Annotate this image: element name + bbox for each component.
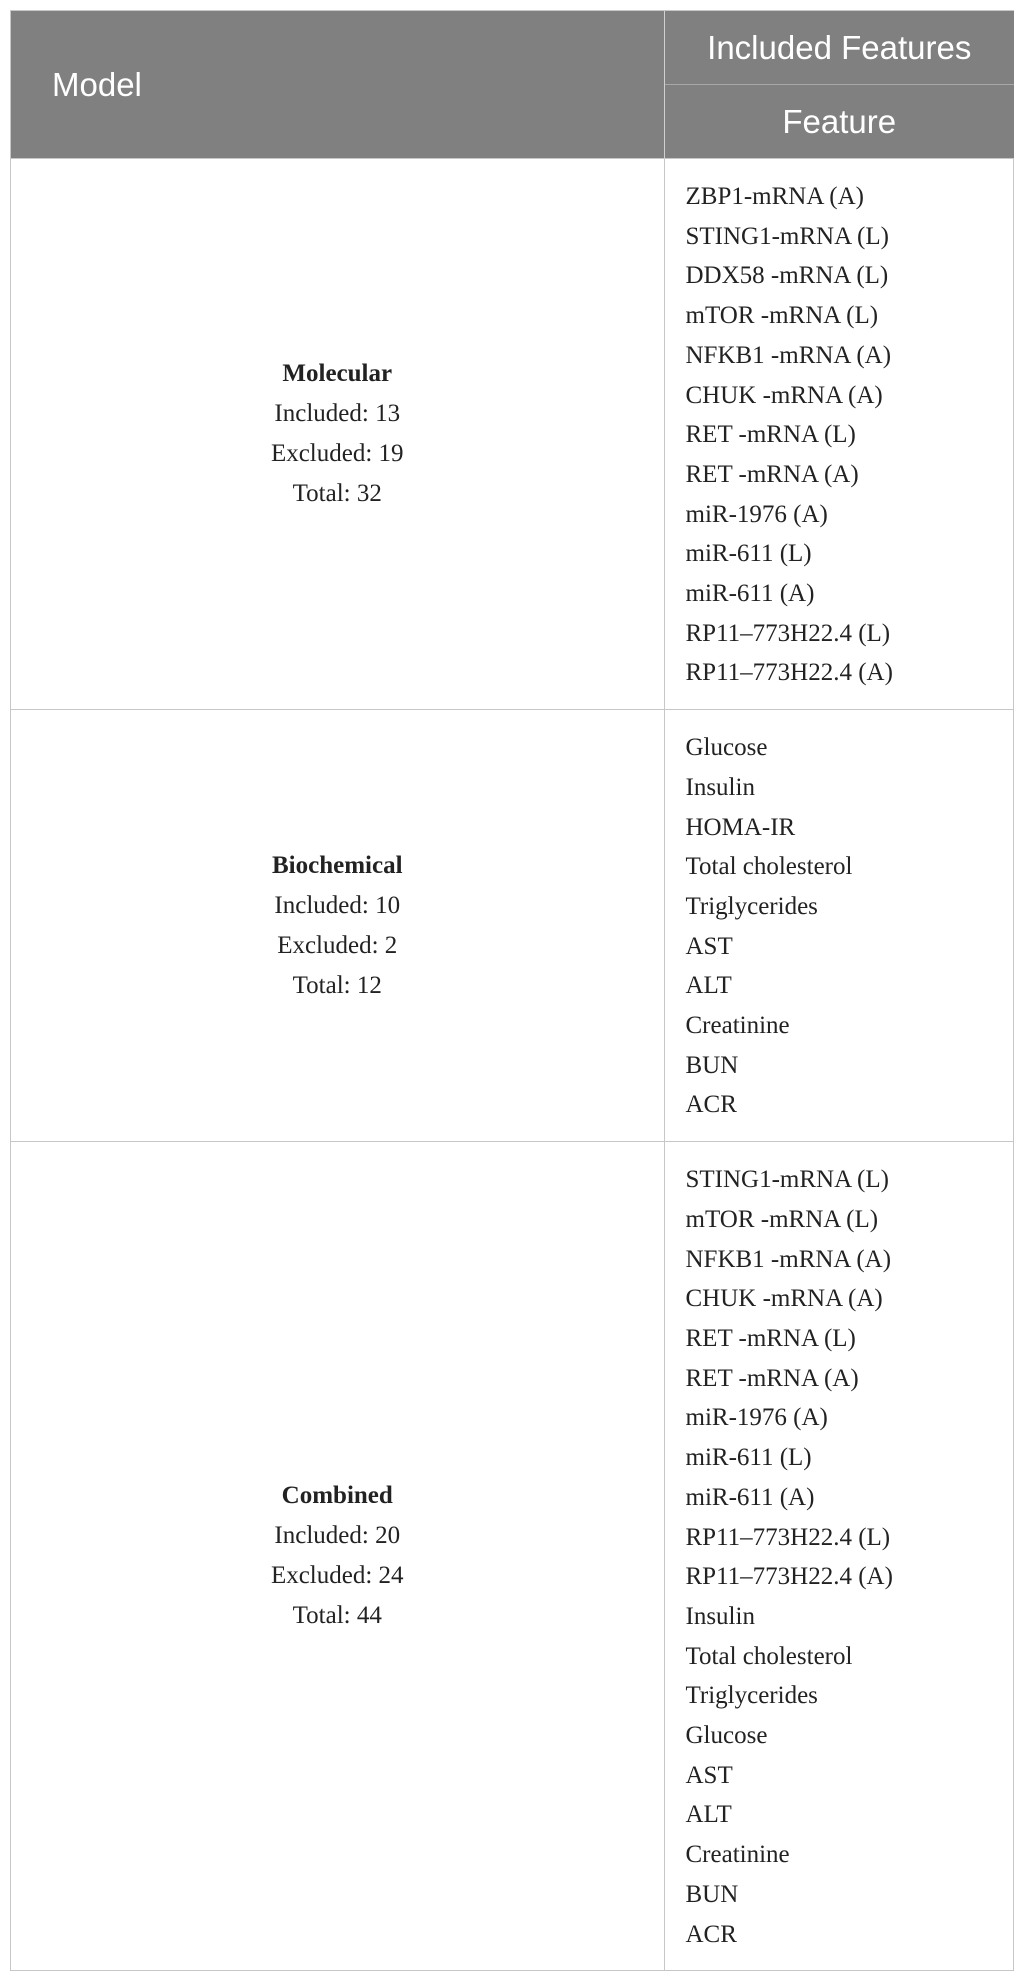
feature-item: Triglycerides (685, 1682, 818, 1710)
included-count: Included: 13 (274, 400, 401, 428)
table-row (11, 159, 1014, 710)
feature-item: Glucose (685, 1722, 768, 1750)
feature-list (664, 159, 1014, 710)
feature-item: BUN (685, 1880, 739, 1908)
header-feature: Feature (664, 85, 1014, 159)
feature-item: RP11–773H22.4 (L) (685, 1523, 891, 1551)
header-row-top (11, 11, 1014, 85)
feature-item: AST (685, 932, 733, 960)
feature-item: Total cholesterol (685, 1642, 853, 1670)
feature-item: AST (685, 1761, 733, 1789)
feature-item: NFKB1 -mRNA (A) (685, 341, 892, 369)
feature-item: CHUK -mRNA (A) (685, 381, 883, 409)
total-count: Total: 32 (292, 480, 382, 508)
table-body (11, 159, 1014, 1971)
feature-item: Creatinine (685, 1841, 790, 1869)
feature-item: RET -mRNA (A) (685, 1364, 859, 1392)
feature-item: miR-1976 (A) (685, 500, 828, 528)
feature-item: DDX58 -mRNA (L) (685, 262, 889, 290)
model-name: Molecular (282, 360, 393, 388)
feature-item: HOMA-IR (685, 813, 796, 841)
feature-item: RP11–773H22.4 (L) (685, 619, 891, 647)
feature-item: STING1-mRNA (L) (685, 222, 889, 250)
feature-item: RP11–773H22.4 (A) (685, 659, 893, 687)
table-header (11, 11, 1014, 159)
feature-item: miR-1976 (A) (685, 1404, 828, 1432)
feature-item: miR-611 (L) (685, 540, 812, 568)
feature-item: miR-611 (L) (685, 1444, 812, 1472)
feature-item: ALT (685, 972, 732, 1000)
feature-item: STING1-mRNA (L) (685, 1166, 889, 1194)
feature-item: CHUK -mRNA (A) (685, 1285, 883, 1313)
feature-item: miR-611 (A) (685, 1483, 815, 1511)
header-model: Model (11, 11, 664, 159)
included-count: Included: 20 (274, 1522, 401, 1550)
total-count: Total: 44 (292, 1602, 382, 1630)
feature-item: miR-611 (A) (685, 580, 815, 608)
model-cell (11, 1142, 664, 1971)
features-table (11, 11, 1014, 1970)
excluded-count: Excluded: 24 (270, 1562, 404, 1590)
feature-item: ALT (685, 1801, 732, 1829)
feature-item: RET -mRNA (A) (685, 460, 859, 488)
total-count: Total: 12 (292, 971, 382, 999)
feature-item: ZBP1-mRNA (A) (685, 183, 864, 210)
feature-list (664, 1142, 1014, 1971)
feature-item: Insulin (685, 1602, 755, 1630)
feature-item: Triglycerides (685, 892, 818, 920)
header-included-features: Included Features (664, 11, 1014, 85)
feature-item: mTOR -mRNA (L) (685, 1205, 879, 1233)
feature-item: Creatinine (685, 1012, 790, 1040)
feature-item: mTOR -mRNA (L) (685, 302, 879, 330)
excluded-count: Excluded: 19 (270, 440, 404, 468)
feature-item: RP11–773H22.4 (A) (685, 1563, 893, 1591)
excluded-count: Excluded: 2 (277, 931, 398, 959)
model-cell (11, 159, 664, 710)
feature-item: Total cholesterol (685, 853, 853, 881)
model-name: Combined (281, 1482, 393, 1510)
feature-item: RET -mRNA (L) (685, 421, 856, 449)
feature-item: RET -mRNA (L) (685, 1324, 856, 1352)
feature-item: ACR (685, 1920, 737, 1948)
feature-list (664, 710, 1014, 1142)
feature-item: ACR (685, 1091, 737, 1119)
feature-item: Insulin (685, 773, 755, 801)
model-cell (11, 710, 664, 1142)
included-count: Included: 10 (274, 891, 401, 919)
feature-item: Glucose (685, 734, 768, 762)
table-row (11, 1142, 1014, 1971)
model-name: Biochemical (271, 851, 403, 879)
feature-item: BUN (685, 1051, 739, 1079)
feature-item: NFKB1 -mRNA (A) (685, 1245, 892, 1273)
features-table-container (10, 10, 1014, 1971)
table-row (11, 710, 1014, 1142)
